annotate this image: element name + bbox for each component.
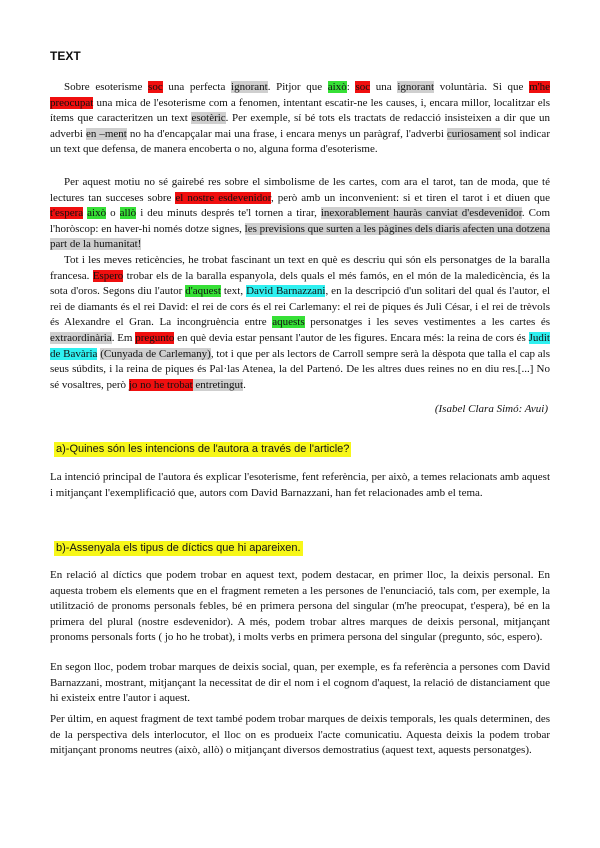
highlight: t'espera [50, 207, 84, 220]
highlight: pregunto [135, 331, 175, 344]
answer-b-paragraph-1: En relació al díctics que podem trobar en aquest text, podem destacar, en primer lloc, la deixis personal. En aquesta trobem els elements que en el fragment remeten a les persones de l'enunciació, tals com, per exemple, la utilització de pronoms personals febles, bé en primera persona del singular (m'he preocupat, t'espera), bé en la primera del plural (nostre esdevenidor). A més, podem trobar altres marques de deixis personal, mitjançant pronoms personals forts ( jo ho he trobat), i molts verbs en primera persona del singular (pregunto, sóc, espero). [50, 569, 550, 644]
highlight: entretingut [192, 378, 244, 391]
highlight: m'he preocupat [50, 81, 551, 109]
highlight: en –ment [85, 127, 127, 140]
text-paragraph-1: Sobre esoterisme soc una perfecta ignorant. Pitjor que això: soc una ignorant voluntària. Si que m'he preocupat una mica de l'esoterisme com a fenomen, intentant escatir-ne les causes, i, encara millor, localitzar els ítems que caracteritzen un text esotèric. Per exemple, sí bé tots els tractats de redacció insisteixen a dir que un adverbi en –ment no ha d'encapçalar mai una frase, i encara menys un paràgraf, l'adverbi curiosament sol indicar un text que defensa, de manera encoberta o no, alguna forma d'esoterisme. [50, 81, 551, 156]
highlight: d'aquest [185, 285, 221, 298]
answer-b-paragraph-3: Per últim, en aquest fragment de text també podem trobar marques de deixis temporals, les quals determinen, des de la perspectiva dels interlocutor, el lloc on es produeix l'acte comunicatiu. Aquesta deixis la podem trobar mitjançant pronoms neutres (això, allò) o mitjançant diversos demostratius (aquest text, aquests personatges). [50, 713, 550, 757]
highlight: esotèric [191, 112, 226, 125]
highlight: extraordinària [50, 331, 112, 344]
highlight: soc [355, 81, 371, 93]
highlight: (Cunyada de Carlemany) [100, 347, 211, 360]
highlight: això [327, 81, 347, 93]
highlight: ignorant [231, 81, 268, 93]
highlight: soc [148, 81, 163, 93]
highlight: el nostre esdevenidor [175, 191, 271, 204]
text-paragraph-3: Tot i les meves reticències, he trobat fascinant un text en què es descriu qui són els personatges de la baralla francesa. Espero trobar els de la baralla espanyola, dels quals el més famós, en el món de la maledicència, és la sota d'oros. Segons diu l'autor d'aquest text, David Barnazzani, en la descripció d'un solitari del qual és l'autor, el rei de diamants és el rei David: el rei de cors és el rei Carlemany: el rei de piques és Juli César, i el rei de trèvols és Alexandre el Gran. La incongruència entre aquests personatges i les seves vestimentes a les cartes és extraordinària. Em pregunto en què devia estar pensant l'autor de les figures. Encara més: la reina de cors és Judit de Bavària (Cunyada de Carlemany), tot i que per als lectors de Carroll sempre serà la dèspota que talla el cap als seus súbdits, i la reina de piques és Pal·las Atenea, la del Partenó. De les altres dues reines no en diu res.[...] No sé vosaltres, però jo no he trobat entretingut. [50, 254, 551, 391]
highlight: allò [119, 207, 137, 220]
highlight: les previsions que surten a les pàgines dels diaris afecten una dotzena part de la humanitat! [50, 222, 550, 251]
answer-b-paragraph-2: En segon lloc, podem trobar marques de deixis social, quan, per exemple, es fa referència a persones com David Barnazzani, mostrant, mitjançant la necessitat de dir el nom i el cognom d'aquest, la relació de distanciament que hi existeix entre l'autor i aquest. [50, 661, 550, 705]
highlight: jo no he trobat [128, 378, 193, 391]
answer-a: La intenció principal de l'autora és explicar l'esoterisme, fent referència, per això, a temes relacionats amb aquest i mitjançant l'exemplificació que, autors com David Barnazzani, han fet relacionades amb el tema. [50, 471, 550, 499]
attribution: (Isabel Clara Simó: Avui) [434, 403, 548, 415]
highlight: aquests [272, 316, 305, 329]
text-paragraph-2: Per aquest motiu no sé gairebé res sobre el simbolisme de les cartes, com ara el tarot, tan de moda, que té lectures tan succeses sobre el nostre esdevenidor, però amb un inconvenient: si et tiren el tarot i et diuen que t'espera això o allò i deu minuts després te'l tornen a tirar, inexorablement hauràs canviat d'esdevenidor. Com l'horòscop: en haver-hi només dotze signes, les previsions que surten a les pàgines dels diaris afecten una dotzena part de la humanitat! [50, 176, 551, 251]
highlight: inexorablement hauràs canviat d'esdevenidor [320, 207, 522, 220]
highlight: ignorant [397, 81, 435, 93]
question-b: b)-Assenyala els tipus de díctics que hi apareixen. [56, 542, 301, 554]
question-a: a)-Quines són les intencions de l'autora a través de l'article? [56, 443, 350, 455]
document-title: TEXT [50, 49, 81, 63]
highlight: David Barnazzani [246, 285, 326, 298]
highlight: Judit de Bavària [50, 331, 550, 360]
highlight: curiosament [446, 127, 501, 140]
highlight: això [87, 207, 107, 220]
highlight: Espero [92, 269, 124, 282]
